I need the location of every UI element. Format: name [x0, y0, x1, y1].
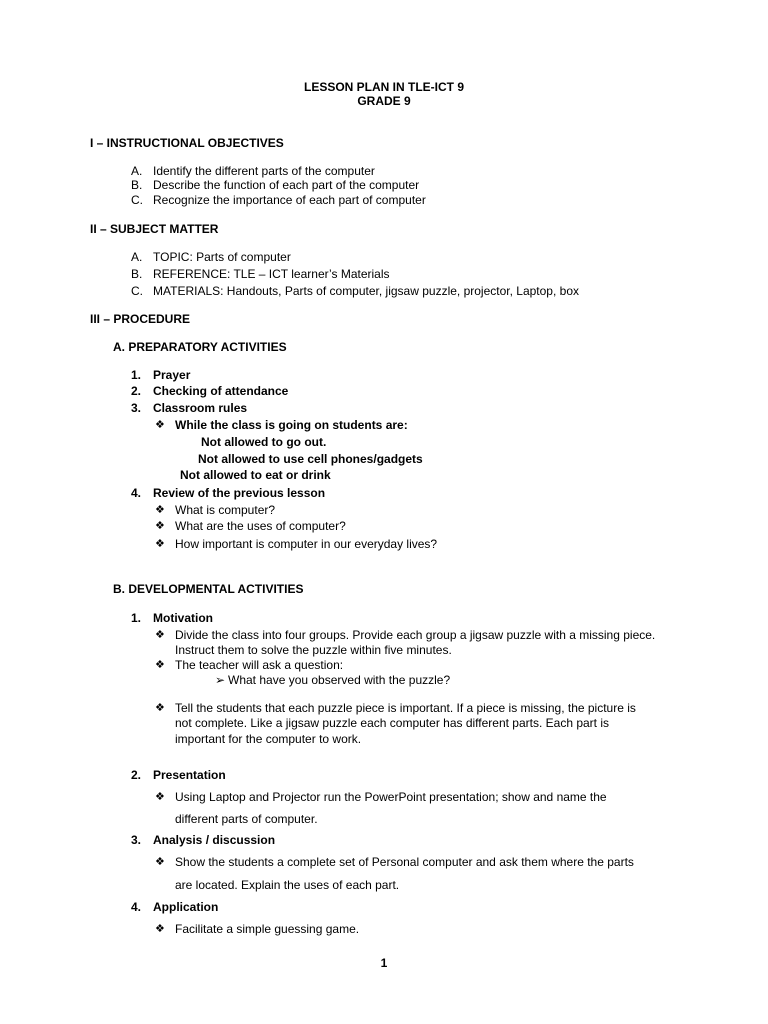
- subheading-preparatory: A. PREPARATORY ACTIVITIES: [113, 340, 287, 354]
- list-item: Application: [153, 900, 219, 914]
- list-marker: 1.: [131, 611, 142, 625]
- bullet-text-continued: are located. Explain the uses of each part.: [175, 878, 400, 892]
- list-marker: C.: [131, 284, 143, 298]
- diamond-bullet-icon: ❖: [155, 520, 165, 532]
- list-item: Recognize the importance of each part of computer: [153, 193, 426, 207]
- list-marker: 3.: [131, 401, 142, 415]
- list-item: Describe the function of each part of the computer: [153, 178, 420, 192]
- list-item: Identify the different parts of the computer: [153, 164, 375, 178]
- diamond-bullet-icon: ❖: [155, 856, 165, 868]
- section-heading-objectives: I – INSTRUCTIONAL OBJECTIVES: [90, 136, 284, 150]
- arrow-bullet-icon: ➢: [215, 673, 226, 687]
- rule-line: Not allowed to use cell phones/gadgets: [198, 452, 423, 466]
- list-marker: A.: [131, 164, 143, 178]
- diamond-bullet-icon: ❖: [155, 791, 165, 803]
- rule-line: Not allowed to eat or drink: [180, 468, 331, 482]
- list-item: REFERENCE: TLE – ICT learner’s Materials: [153, 267, 390, 281]
- list-item: MATERIALS: Handouts, Parts of computer, jigsaw puzzle, projector, Laptop, box: [153, 284, 579, 298]
- bullet-text-continued: important for the computer to work.: [175, 732, 362, 746]
- document-subtitle: GRADE 9: [357, 94, 411, 108]
- bullet-text: Tell the students that each puzzle piece is important. If a piece is missing, the picture is: [175, 701, 636, 715]
- diamond-bullet-icon: ❖: [155, 659, 165, 671]
- diamond-bullet-icon: ❖: [155, 419, 165, 431]
- list-marker: 3.: [131, 833, 142, 847]
- list-marker: C.: [131, 193, 143, 207]
- bullet-text-continued: not complete. Like a jigsaw puzzle each computer has different parts. Each part is: [175, 716, 610, 730]
- list-marker: 2.: [131, 768, 142, 782]
- list-item: Checking of attendance: [153, 384, 289, 398]
- list-item: Analysis / discussion: [153, 833, 276, 847]
- list-marker: B.: [131, 178, 143, 192]
- bullet-text-continued: different parts of computer.: [175, 812, 318, 826]
- diamond-bullet-icon: ❖: [155, 538, 165, 550]
- diamond-bullet-icon: ❖: [155, 702, 165, 714]
- diamond-bullet-icon: ❖: [155, 923, 165, 935]
- bullet-text-continued: Instruct them to solve the puzzle within five minutes.: [175, 643, 452, 657]
- bullet-text: What are the uses of computer?: [175, 519, 346, 533]
- list-marker: B.: [131, 267, 143, 281]
- bullet-text: The teacher will ask a question:: [175, 658, 344, 672]
- diamond-bullet-icon: ❖: [155, 504, 165, 516]
- list-item: Presentation: [153, 768, 226, 782]
- list-item: Prayer: [153, 368, 191, 382]
- arrow-bullet-text: What have you observed with the puzzle?: [228, 673, 451, 687]
- list-marker: 4.: [131, 486, 142, 500]
- list-marker: 4.: [131, 900, 142, 914]
- list-item: TOPIC: Parts of computer: [153, 250, 291, 264]
- list-item: Motivation: [153, 611, 213, 625]
- bullet-text: Facilitate a simple guessing game.: [175, 922, 360, 936]
- list-marker: A.: [131, 250, 143, 264]
- page-number: 1: [380, 956, 388, 970]
- diamond-bullet-icon: ❖: [155, 629, 165, 641]
- bullet-text: How important is computer in our everyday lives?: [175, 537, 438, 551]
- bullet-text: Divide the class into four groups. Provide each group a jigsaw puzzle with a missing piece.: [175, 628, 656, 642]
- section-heading-procedure: III – PROCEDURE: [90, 312, 191, 326]
- bullet-text: While the class is going on students are:: [175, 418, 408, 432]
- subheading-developmental: B. DEVELOPMENTAL ACTIVITIES: [113, 582, 304, 596]
- list-marker: 1.: [131, 368, 142, 382]
- document-title: LESSON PLAN IN TLE-ICT 9: [303, 80, 464, 94]
- list-marker: 2.: [131, 384, 142, 398]
- list-item: Review of the previous lesson: [153, 486, 326, 500]
- bullet-text: Using Laptop and Projector run the PowerPoint presentation; show and name the: [175, 790, 607, 804]
- bullet-text: What is computer?: [175, 503, 276, 517]
- bullet-text: Show the students a complete set of Personal computer and ask them where the parts: [175, 855, 634, 869]
- rule-line: Not allowed to go out.: [201, 435, 327, 449]
- section-heading-subject-matter: II – SUBJECT MATTER: [90, 222, 219, 236]
- list-item: Classroom rules: [153, 401, 248, 415]
